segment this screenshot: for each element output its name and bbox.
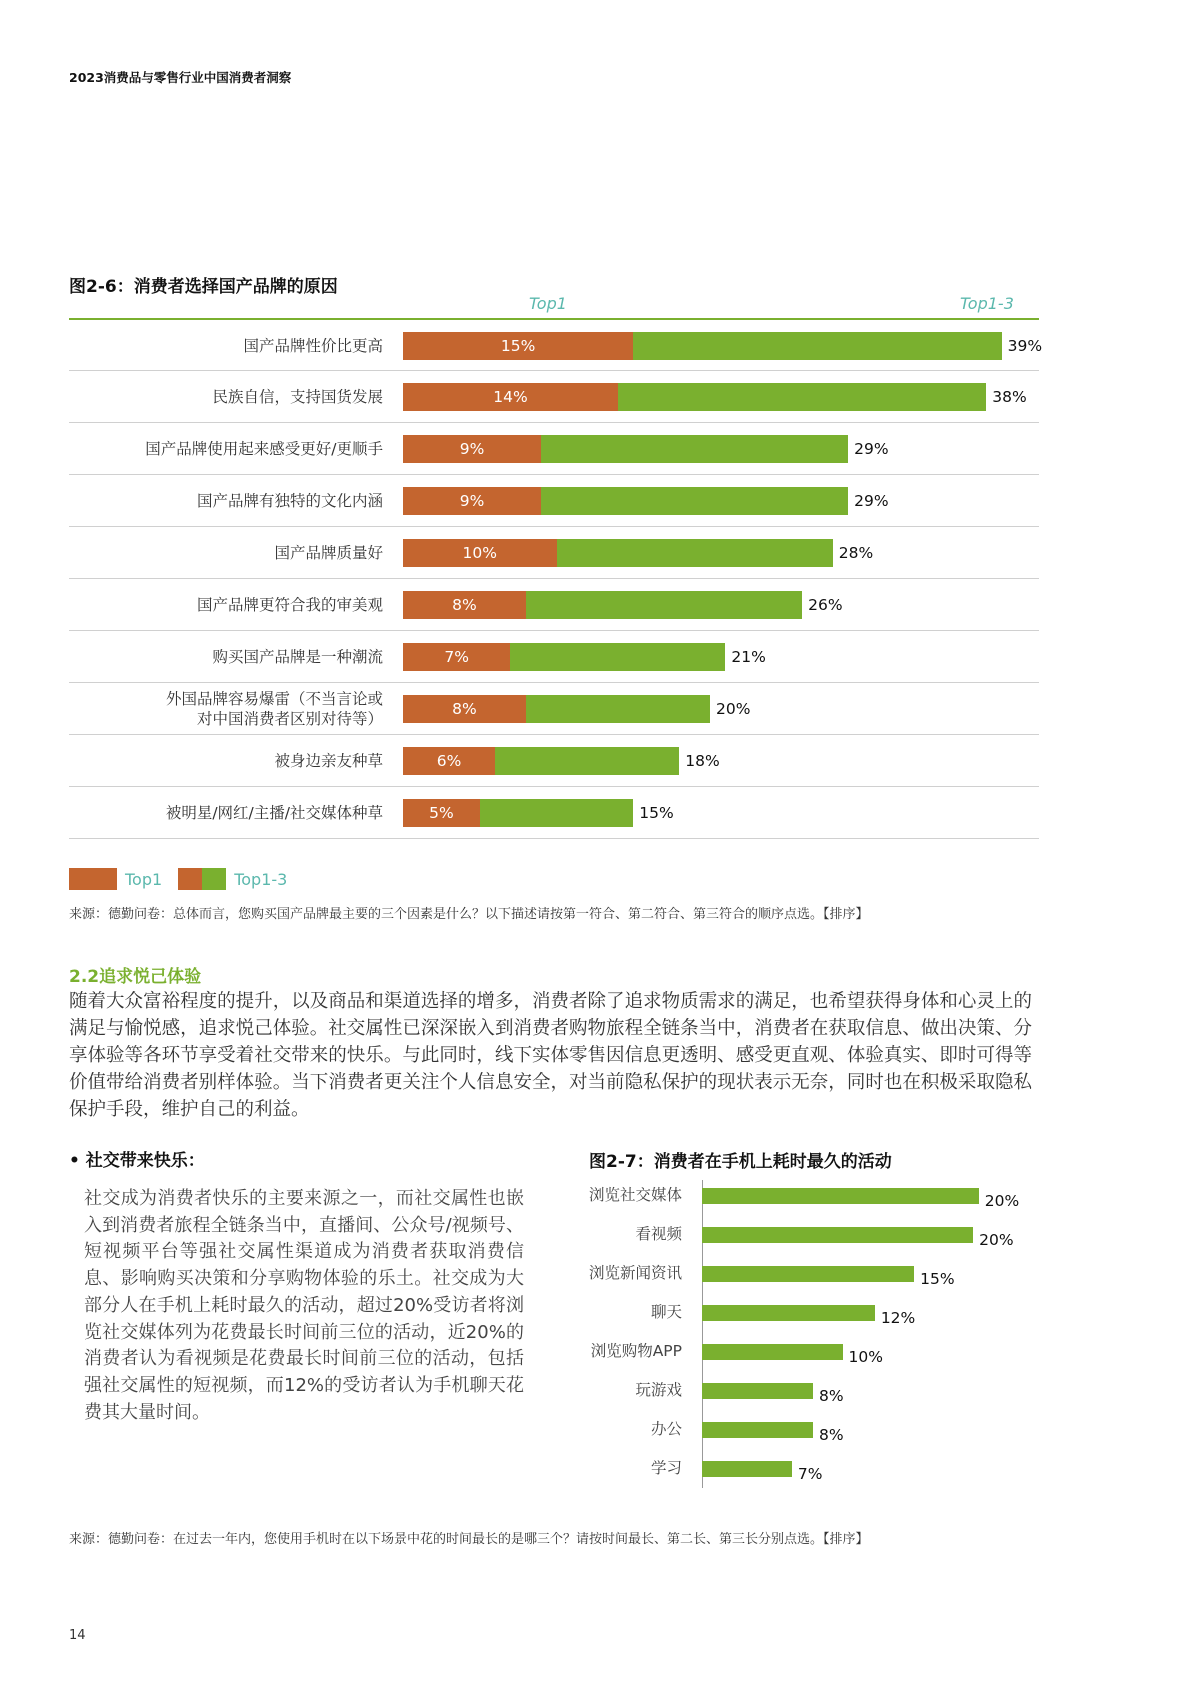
chart2-value-label: 8% [818,1426,844,1444]
chart1-value-label-top13: 20% [716,700,751,718]
chart2-value-label: 10% [848,1348,883,1366]
chart1-value-label-top13: 26% [808,596,843,614]
legend-item-top13 [178,868,287,890]
figure1-col-top1-label: Top1 [529,294,567,313]
chart1-bar-top1: 10% [403,539,557,567]
chart1-category-label: 国产品牌更符合我的审美观 [196,595,383,614]
chart1-row [69,734,1039,787]
report-header-title: 2023消费品与零售行业中国消费者洞察 [69,70,292,85]
chart1-category-label-line: 外国品牌容易爆雷（不当言论或 [165,689,383,708]
figure1-title: 图2-6：消费者选择国产品牌的原因 [69,277,338,297]
chart1-bar-top1: 5% [403,799,480,827]
chart1-value-label-top13: 21% [731,648,766,666]
chart2-category-label: 浏览购物APP [590,1342,682,1360]
figure2-source: 来源：德勤问卷：在过去一年内，您使用手机时在以下场景中花的时间最长的是哪三个？请按时间最长、第二长、第三长分别点选。【排序】 [69,1532,869,1547]
chart2-category-label: 玩游戏 [635,1381,682,1399]
figure1-legend [69,868,287,890]
legend-label-top1: Top1 [125,869,163,889]
chart1-category-label [69,683,383,735]
chart2-bar [702,1383,813,1399]
bullet-dot: • [69,1151,86,1171]
chart2-bar [702,1344,843,1360]
chart2-category-label: 浏览新闻资讯 [588,1264,682,1282]
bullet-title [69,1146,205,1171]
chart1-category-label: 购买国产品牌是一种潮流 [212,647,383,666]
chart1-bar-top1: 14% [403,383,618,411]
chart1-category-label: 被身边亲友种草 [274,751,383,770]
chart2-bar [702,1422,813,1438]
chart1-category-label: 国产品牌使用起来感受更好/更顺手 [145,439,383,458]
chart1-category-label-line: 对中国消费者区别对待等） [196,710,383,728]
chart1-bar-top1: 9% [403,487,541,515]
section-paragraph: 随着大众富裕程度的提升，以及商品和渠道选择的增多，消费者除了追求物质需求的满足，也希望获得身体和心灵上的满足与愉悦感，追求悦己体验。社交属性已深深嵌入到消费者购物旅程全链条当中，消费者在获取信息、做出决策、分享体验等各环节享受着社交带来的快乐。与此同时，线下实体零售因信息更透明、感受更直观、体验真实、即时可得等价值带给消费者别样体验。当下消费者更关注个人信息安全，对当前隐私保护的现状表示无奈，同时也在积极采取隐私保护手段，维护自己的利益。 [69,991,1032,1120]
figure1-col-top13-label: Top1-3 [960,294,1014,313]
bullet-body: 社交成为消费者快乐的主要来源之一，而社交属性也嵌入到消费者旅程全链条当中，直播间、公众号/视频号、短视频平台等强社交属性渠道成为消费者获取消费信息、影响购买决策和分享购物体验的乐土。社交成为大部分人在手机上耗时最久的活动，超过20%受访者将浏览社交媒体列为花费最长时间前三位的活动，近20%的消费者认为看视频是花费最长时间前三位的活动，包括强社交属性的短视频，而12%的受访者认为手机聊天花费其大量时间。 [84,1188,524,1423]
chart1-row [69,318,1043,372]
chart1-bottom-rule [69,838,1039,839]
chart1-row [69,370,1039,423]
legend-label-top13: Top1-3 [234,869,288,889]
legend-swatch-top13-orange [178,868,202,890]
chart2-value-label: 15% [920,1270,955,1288]
legend-swatch-top1 [69,868,117,890]
page-number: 14 [69,1628,86,1643]
legend-item-top1 [69,868,162,890]
chart1-bar-top1: 8% [403,695,526,723]
chart2-category-label: 学习 [650,1459,682,1477]
chart2-bar [702,1305,875,1321]
chart1-row [69,526,1039,579]
chart1-value-label-top13: 18% [685,752,720,770]
figure2-chart [565,1180,1035,1500]
chart1-category-label: 民族自信，支持国货发展 [212,387,383,406]
chart1-row [69,682,1039,735]
chart2-category-label: 浏览社交媒体 [588,1186,682,1204]
figure2-title: 图2-7：消费者在手机上耗时最久的活动 [589,1152,892,1172]
chart1-row [69,630,1039,683]
section-title: 2.2追求悦己体验 [69,967,202,987]
chart2-category-label: 办公 [650,1420,682,1438]
chart2-bar [702,1461,792,1477]
chart1-bar-top1: 7% [403,643,510,671]
chart1-value-label-top13: 28% [838,544,874,562]
chart1-category-label: 国产品牌性价比更高 [243,336,383,355]
chart1-value-label-top13: 15% [639,804,674,822]
chart1-bar-top1: 8% [403,591,526,619]
chart1-category-label: 国产品牌有独特的文化内涵 [196,491,383,510]
chart2-value-label: 20% [979,1231,1014,1249]
chart1-row [69,422,1039,475]
chart2-category-label: 聊天 [650,1303,682,1321]
chart2-bar [702,1266,914,1282]
chart1-row [69,786,1039,839]
chart2-bar [702,1188,979,1204]
chart1-value-label-top13: 39% [1007,337,1043,355]
chart2-value-label: 8% [818,1387,844,1405]
chart1-bar-top1: 6% [403,747,495,775]
chart2-value-label: 20% [984,1192,1020,1210]
chart1-row [69,578,1039,631]
figure1-chart [69,318,1043,844]
chart2-value-label: 7% [797,1465,823,1483]
legend-swatch-top13-green [202,868,226,890]
chart1-bar-top1: 15% [403,332,633,360]
chart1-value-label-top13: 29% [854,440,889,458]
chart1-category-label: 被明星/网红/主播/社交媒体种草 [165,803,383,822]
chart2-category-label: 看视频 [635,1225,682,1243]
chart2-value-label: 12% [880,1309,916,1327]
chart1-bar-top1: 9% [403,435,541,463]
chart2-bar [702,1227,973,1243]
bullet-title-text: 社交带来快乐： [85,1151,205,1171]
figure1-source: 来源：德勤问卷：总体而言，您购买国产品牌最主要的三个因素是什么？以下描述请按第一符合、第二符合、第三符合的顺序点选。【排序】 [69,907,869,922]
chart1-value-label-top13: 29% [854,492,889,510]
chart1-category-label: 国产品牌质量好 [274,543,383,562]
chart1-row [69,474,1039,527]
chart1-value-label-top13: 38% [992,388,1027,406]
